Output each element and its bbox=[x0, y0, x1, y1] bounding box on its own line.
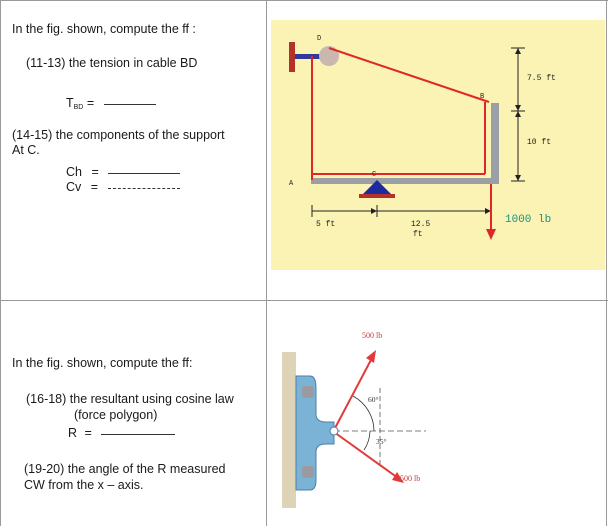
problem1-item-components-2: At C. bbox=[12, 143, 40, 157]
r-line bbox=[68, 426, 175, 441]
label-D: D bbox=[317, 35, 322, 43]
force-arrowhead-upper bbox=[366, 350, 376, 363]
r-equals: = bbox=[84, 426, 92, 440]
r-label: R bbox=[68, 426, 78, 440]
table-border-left bbox=[0, 0, 1, 526]
wall-support-D bbox=[289, 42, 295, 72]
problem2-item-resultant: (16-18) the resultant using cosine law bbox=[26, 392, 234, 406]
beam-vertical bbox=[491, 103, 499, 184]
wall bbox=[282, 352, 296, 508]
bracket bbox=[296, 376, 334, 490]
load-1000lb: 1000 lb bbox=[505, 214, 552, 226]
problem1-item-components: (14-15) the components of the support bbox=[12, 128, 225, 142]
ch-line bbox=[66, 165, 180, 180]
dim-7.5ft: 7.5 ft bbox=[527, 74, 556, 83]
figure2-bracket-diagram bbox=[276, 318, 476, 518]
force-vector-upper bbox=[334, 358, 372, 430]
label-A: A bbox=[289, 180, 294, 188]
tbd-subscript: BD bbox=[73, 104, 84, 111]
problem2-item-angle-2: CW from the x – axis. bbox=[24, 478, 144, 492]
bolt-bottom bbox=[302, 466, 314, 478]
cv-equals: = bbox=[90, 180, 99, 194]
angle-label-60: 60° bbox=[368, 395, 379, 404]
support-C-base bbox=[359, 194, 395, 198]
cv-label: Cv bbox=[66, 180, 82, 194]
problem1-intro: In the fig. shown, compute the ff : bbox=[12, 22, 196, 36]
problem1-item-tension: (11-13) the tension in cable BD bbox=[26, 56, 198, 70]
label-B: B bbox=[480, 93, 485, 101]
label-C: C bbox=[372, 171, 377, 179]
tbd-label: T bbox=[66, 96, 74, 110]
table-border-top bbox=[0, 0, 608, 1]
problem2-intro: In the fig. shown, compute the ff: bbox=[12, 356, 193, 370]
dim-10ft: 10 ft bbox=[527, 138, 552, 147]
force-label-bottom: 500 lb bbox=[400, 474, 421, 483]
angle-arc-35 bbox=[364, 431, 370, 450]
tbd-line bbox=[66, 96, 156, 115]
angle-label-35: 35° bbox=[376, 437, 387, 446]
beam-horizontal bbox=[311, 178, 495, 184]
table-border-right bbox=[606, 0, 607, 526]
ch-label: Ch bbox=[66, 165, 82, 179]
pin-joint bbox=[330, 427, 338, 435]
figure1-truss-diagram bbox=[271, 20, 605, 270]
tbd-answer-blank bbox=[104, 103, 156, 105]
table-divider-horizontal bbox=[0, 300, 608, 301]
dim-12.5-ft: ft bbox=[413, 230, 423, 239]
dim-12.5: 12.5 bbox=[411, 220, 431, 229]
tbd-equals: = bbox=[86, 96, 95, 110]
table-divider-vertical bbox=[266, 0, 267, 526]
force-label-top: 500 lb bbox=[362, 331, 383, 340]
r-answer-blank bbox=[101, 433, 175, 435]
force-vector-lower bbox=[334, 432, 398, 478]
ch-answer-blank bbox=[108, 172, 180, 174]
ch-equals: = bbox=[91, 165, 99, 179]
problem2-item-angle: (19-20) the angle of the R measured bbox=[24, 462, 226, 476]
cv-line bbox=[66, 180, 180, 195]
problem2-item-resultant-2: (force polygon) bbox=[74, 408, 158, 422]
bolt-top bbox=[302, 386, 314, 398]
cv-answer-blank bbox=[108, 187, 180, 189]
dim-5ft: 5 ft bbox=[316, 220, 336, 229]
